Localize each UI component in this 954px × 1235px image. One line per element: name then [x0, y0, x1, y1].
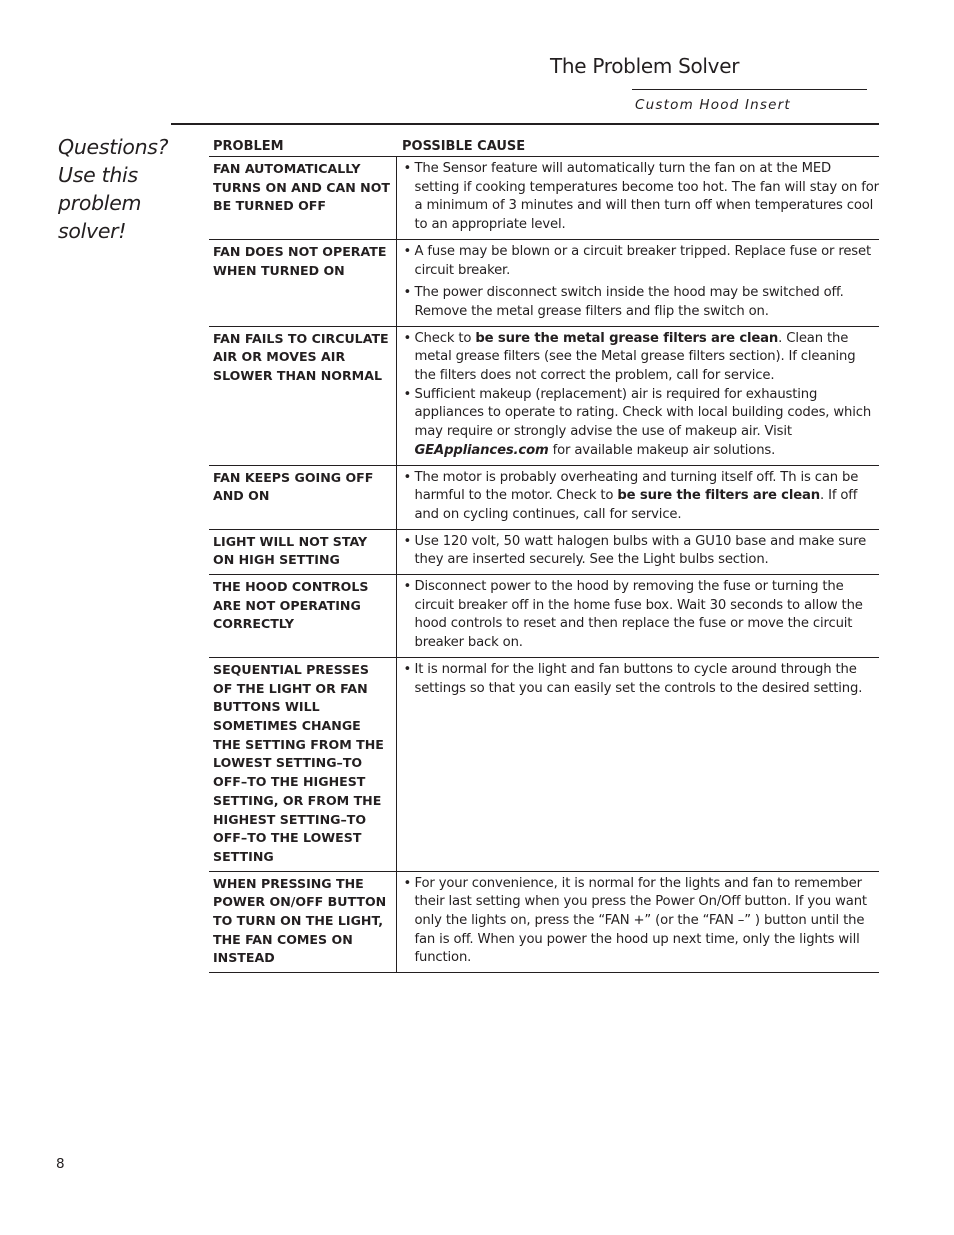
table-row — [209, 465, 879, 529]
problem-cell: FAN FAILS TO CIRCULATE AIR OR MOVES AIR SLOWER THAN NORMAL — [209, 326, 396, 465]
table-row — [209, 871, 879, 973]
page-number: 8 — [56, 1156, 65, 1172]
table-row — [209, 326, 879, 465]
sidebar-note: Questions? Use this problem solver! — [58, 135, 169, 243]
problem-cell: FAN KEEPS GOING OFF AND ON — [209, 465, 396, 529]
cause-item — [401, 386, 880, 461]
table-header-row — [209, 138, 879, 157]
problem-cell: FAN AUTOMATICALLY TURNS ON AND CAN NOT BE TURNED OFF — [209, 157, 396, 240]
table-row — [209, 529, 879, 574]
cause-cell — [396, 157, 879, 240]
table-row — [209, 575, 879, 658]
cause-item: • For your convenience, it is normal for the lights and fan to remember their last setting when you press the Power On/Off button. If you want only the lights on, press the “FAN +” (or the “FAN –” ) button until the fan is off. When you power the hood up next time, only the lights will function. — [401, 875, 880, 969]
cause-text: Sufficient makeup (replacement) air is required for exhausting appliances to operate to rating. Check with local building codes, which may require or strongly advise the use of makeup air. Visit — [414, 386, 872, 440]
cause-item — [401, 330, 880, 386]
problem-cell: WHEN PRESSING THE POWER ON/OFF BUTTON TO TURN ON THE LIGHT, THE FAN COMES ON INSTEAD — [209, 871, 396, 973]
page-title: The Problem Solver — [550, 54, 740, 78]
cause-cell — [396, 575, 879, 658]
cause-text: for available makeup air solutions. — [548, 442, 776, 458]
website-link[interactable]: GEAppliances.com — [414, 442, 549, 458]
cause-item: • Use 120 volt, 50 watt halogen bulbs with a GU10 base and make sure they are inserted securely. See the Light bulbs section. — [401, 533, 880, 570]
cause-text: Check to — [414, 330, 476, 346]
problem-solver-table — [209, 138, 879, 973]
page-subtitle: Custom Hood Insert — [635, 97, 791, 113]
problem-cell: LIGHT WILL NOT STAY ON HIGH SETTING — [209, 529, 396, 574]
cause-item: • The Sensor feature will automatically turn the fan on at the MED setting if cooking temperatures become too hot. The fan will stay on for a minimum of 3 minutes and will then turn off when temperatures cool to an appropriate level. — [401, 160, 880, 235]
cause-text: . Clean the metal grease filters (see the Metal grease filters section). If cleaning the filters does not correct the problem, call for service. — [414, 330, 856, 384]
problem-cell: FAN DOES NOT OPERATE WHEN TURNED ON — [209, 239, 396, 326]
cause-item: • A fuse may be blown or a circuit breaker tripped. Replace fuse or reset circuit breaker. — [401, 243, 880, 280]
table-row — [209, 239, 879, 326]
column-header-problem: PROBLEM — [209, 138, 396, 157]
cause-cell — [396, 657, 879, 871]
cause-emphasis: be sure the metal grease filters are clean — [475, 330, 779, 346]
cause-cell — [396, 326, 879, 465]
cause-cell — [396, 871, 879, 973]
problem-cell: SEQUENTIAL PRESSES OF THE LIGHT OR FAN BUTTONS WILL SOMETIMES CHANGE THE SETTING FROM THE LOWEST SETTING–TO OFF–TO THE HIGHEST SETTING, OR FROM THE HIGHEST SETTING–TO OFF–TO THE LOWEST SETTING — [209, 657, 396, 871]
table-row — [209, 157, 879, 240]
header-rule — [171, 123, 879, 125]
column-header-cause: POSSIBLE CAUSE — [396, 138, 879, 157]
cause-emphasis: be sure the filters are clean — [617, 488, 820, 504]
title-rule — [632, 89, 867, 90]
cause-cell — [396, 529, 879, 574]
cause-text: . If off and on cycling continues, call for service. — [414, 488, 858, 522]
cause-item: • It is normal for the light and fan buttons to cycle around through the settings so that you can easily set the controls to the desired setting. — [401, 661, 880, 698]
cause-item: • Disconnect power to the hood by removing the fuse or turning the circuit breaker off in the home fuse box. Wait 30 seconds to allow the hood controls to reset and then replace the fuse or move the circuit breaker back on. — [401, 578, 880, 653]
cause-cell — [396, 465, 879, 529]
cause-text: The motor is probably overheating and turning itself off. Th is can be harmful to the motor. Check to — [414, 469, 859, 504]
table-row — [209, 657, 879, 871]
cause-item — [401, 469, 880, 525]
cause-cell — [396, 239, 879, 326]
cause-item: • The power disconnect switch inside the hood may be switched off. Remove the metal grease filters and flip the switch on. — [401, 284, 880, 321]
problem-cell: THE HOOD CONTROLS ARE NOT OPERATING CORRECTLY — [209, 575, 396, 658]
